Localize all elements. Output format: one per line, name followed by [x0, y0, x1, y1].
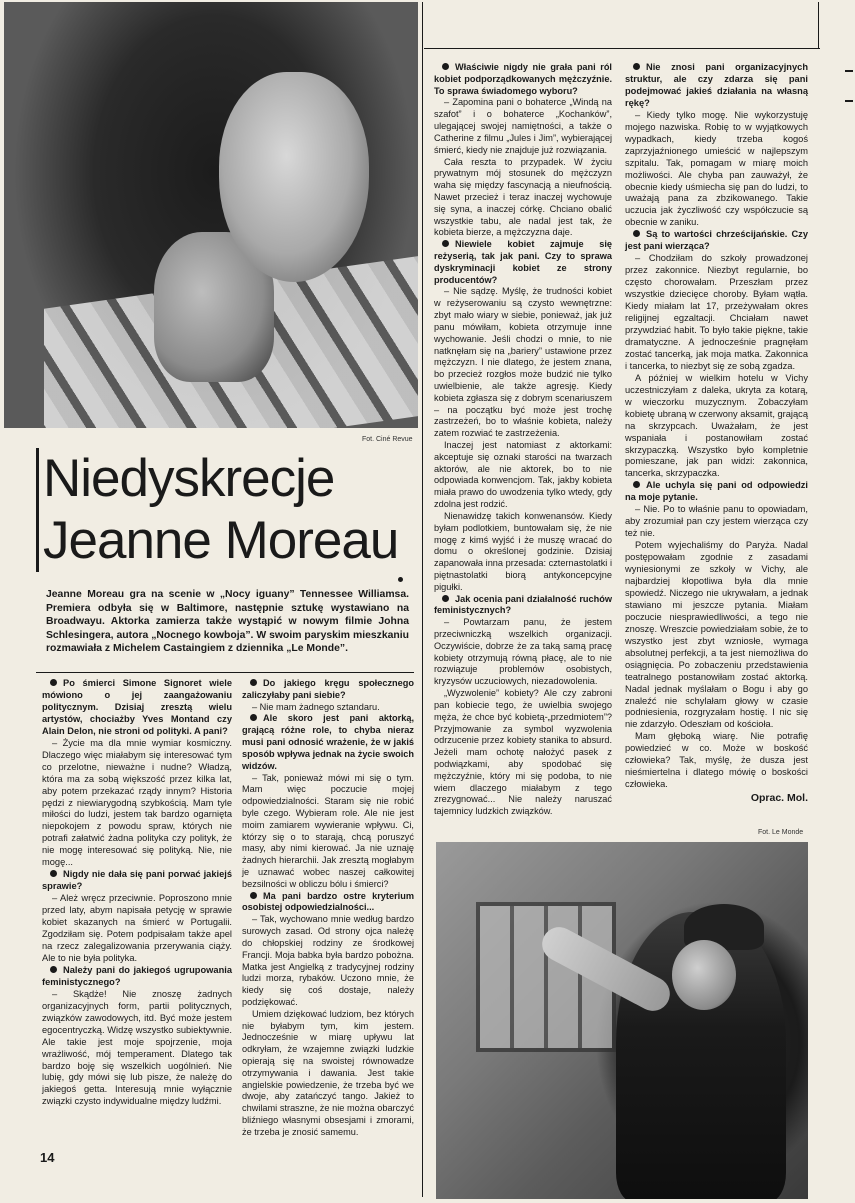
interview-question: [434, 594, 612, 618]
article-column-2: [242, 678, 414, 1139]
interview-answer: Potem wyjechaliśmy do Paryża. Nadal postępowałam zgodnie z zasadami wyniesionymi ze szkoły w Vichy, ale najbardziej kłopotliwa była dla mnie spowiedź. Niczego nie ukrywałam, a jednak stawiano mi jeszcze pytania. Miałam poczucie niesprawiedliwości, a tego nie znoszę. Wreszcie powiedziałam sobie, że to wszystko jest zbyt wzniosłe, wymaga absolutnej perfekcji, a ta jest niemożliwa do osiągnięcia. Po zobaczeniu przedstawienia teatralnego postanowiłam zostać aktorką. Nadal jednak myślałam o Bogu i aby go znaleźć nie schylałam głowy w czasie podniesienia, rozgryzałam hostię. I nic się nie zdarzyło. Odeszłam od kościoła.: [625, 540, 808, 730]
question-bullet-icon: [250, 679, 257, 686]
interview-answer: – Nie sądzę. Myślę, że trudności kobiet w reżyserowaniu są czysto wewnętrzne: zbyt mało wiary w siebie, ponieważ, jak już panu mówiłam, kobieta otrzymuje inne wychowanie. Jeśli chodzi o mnie, to nie natknęłam się na „bariery” ustawione przez mężczyzn. I nie dlatego, że jestem znana, bo przecież rozgłos może budzić nie tylko uwielbienie, ale także agresję. Kiedy kobieta zgłasza się z dobrym scenariuszem – na początku być może jest trochę zastrzeżeń, bo to właśnie kobieta, należy zatem rozwiać te zastrzeżenia.: [434, 286, 612, 439]
interview-answer: – Tak, wychowano mnie według bardzo surowych zasad. Od strony ojca należę do chłopskiej rodziny ze środkowej Francji. Moja babka była bardzo pobożna. Matka jest Angielką z tradycyjnej rodziny ludzi morza, rybaków. Uczono mnie, że kiedy się coś dostaje, należy podziękować.: [242, 914, 414, 1007]
question-bullet-icon: [633, 230, 640, 237]
interview-answer: – Kiedy tylko mogę. Nie wykorzystuję mojego nazwiska. Robię to w wyjątkowych wypadkach, kiedy trzeba kogoś zaprzyjaźnionego umieścić w najlepszym szpitalu. Tak, pomagam w miarę moich możliwości. Ale chyba pan zauważył, że obecnie kiedy uśmiecha się pan do ludzi, to uważają pana za zbzikowanego. Takie uczucia jak życzliwość czy współczucie są obecnie w zaniku.: [625, 109, 808, 228]
interview-question: [42, 678, 232, 738]
portrait-photo: [4, 2, 418, 428]
byline: Oprac. Mol.: [750, 792, 808, 805]
interview-question: [625, 229, 808, 253]
question-text: Nigdy nie dała się pani porwać jakiejś sprawie?: [42, 869, 232, 892]
question-text: Po śmierci Simone Signoret wiele mówiono o jej zaangażowaniu politycznym. Dzisiaj zresztą wielu artystów, chociażby Yves Montand czy Alain Delon, nie stroni od polityki. A pani?: [42, 678, 232, 736]
article-column-3: [434, 62, 612, 818]
stage-photo: [436, 842, 808, 1199]
edge-mark-2: [845, 100, 853, 102]
interview-question: [42, 869, 232, 893]
question-text: Należy pani do jakiegoś ugrupowania feministycznego?: [42, 964, 232, 987]
photo-credit-1: Fot. Ciné Revue: [362, 436, 413, 443]
question-bullet-icon: [250, 714, 257, 721]
question-text: Właściwie nigdy nie grała pani ról kobiet podporządkowanych mężczyźnie. To sprawa świadomego wyboru?: [434, 62, 612, 96]
question-bullet-icon: [442, 63, 449, 70]
interview-answer: Nienawidzę takich konwenansów. Kiedy byłam podlotkiem, buntowałam się, że nie mogę z kimś wyjść i że muszę wracać do domu o określonej godzinie. Dzisiaj zapanowała inna przesada: czternastolatki i piętnastolatki biorą antykoncepcyjne pigułki.: [434, 510, 612, 592]
question-bullet-icon: [50, 679, 57, 686]
interview-question: [625, 62, 808, 110]
question-bullet-icon: [50, 870, 57, 877]
photo-credit-2: Fot. Le Monde: [758, 829, 804, 836]
question-text: Ale uchyla się pani od odpowiedzi na moje pytanie.: [625, 480, 808, 503]
interview-answer: – Chodziłam do szkoły prowadzonej przez zakonnice. Niezbyt regularnie, bo często chorowałam. Przeszłam przez wszystkie dziecięce choroby. Byłam wątła. Kiedy miałam lat 17, przeżywałam okres religijnej egzaltacji. Chciałam nawet przywdziać habit. To było takie piękne, takie dramatyczne. A jednocześnie pragnęłam zostać tancerką, jak moja matka. Zakonnica i tancerka, to niezbyt się ze sobą zgadza.: [625, 253, 808, 371]
question-bullet-icon: [442, 595, 449, 602]
interview-question: [242, 891, 414, 915]
question-text: Nie znosi pani organizacyjnych struktur, ale czy zdarza się pani podejmować jakieś działania na własną rękę?: [625, 62, 808, 108]
interview-question: [42, 965, 232, 989]
question-bullet-icon: [633, 63, 640, 70]
question-text: Ale skoro jest pani aktorką, grającą różne role, to chyba nieraz musi pani odnosić wrażenie, że w jakiś sposób wpływa jednak na życie swoich widzów.: [242, 713, 414, 771]
interview-answer: – Zapomina pani o bohaterce „Windą na szafot” i o bohaterce „Kochanków”, ulegającej swojej namiętności, a także o Catherine z filmu „Jules i Jim”, wybierającej śmierć, kiedy nie znajduje już rozwiązania.: [434, 97, 612, 155]
question-bullet-icon: [633, 481, 640, 488]
interview-answer: „Wyzwolenie” kobiety? Ale czy zabroni pan kobiecie tego, że uwielbia swojego męża, że chce być kobietą-„przedmiotem”? Przyjmowanie za symbol wyzwolenia odrzucenie przez kobiety stanika to absurd. Jeżeli mam ochotę nałożyć pasek z podwiązkami, aby spodobać się mężczyźnie, który mi się podoba, to nie wiem dlaczego miałabym z tego zrezygnować... Nie należy naruszać tajemnicy ludzkich związków.: [434, 688, 612, 817]
interview-answer: – Tak, ponieważ mówi mi się o tym. Mam więc poczucie mojej odpowiedzialności. Staram się nie robić byle czego. Wybieram role. Ale nie jest moim zamiarem wywieranie wpływu. Ci, którzy się o to starają, chcą poruszyć masy, aby nimi kierować. Ja nie uznaję żadnych hierarchii. Jak zresztą mogłabym je uznawać wobec naszej całkowitej bezsilności w obliczu bólu i śmierci?: [242, 772, 414, 889]
interview-answer: Inaczej jest natomiast z aktorkami: akceptuje się oznaki starości na twarzach aktorów, ale nie aktorek, bo to nie odpowiada konwencjom. Tak, jakby kobieta miała prawo do uwodzenia tylko wtedy, gdy zdolna jest rodzić.: [434, 440, 612, 510]
interview-answer: A później w wielkim hotelu w Vichy uczestniczyłam z daleka, ukryta za kotarą, w wieczorku muzycznym. Zobaczyłam kobietę ubraną w czerwony aksamit, grającą na skrzypcach. Uważałam, że jest wspaniała i postanowiłam zostać skrzypaczką. Wszystko było kompletnie pomieszane, jak pan widzi: zakonnica, tancerka, skrzypaczka.: [625, 372, 808, 479]
article-column-1: [42, 678, 232, 1108]
question-text: Ma pani bardzo ostre kryterium osobistej odpowiedzialności...: [242, 890, 414, 913]
headline-line-1: Niedyskrecje: [43, 449, 335, 508]
interview-question: [242, 678, 414, 702]
interview-answer: – Skądże! Nie znoszę żadnych organizacyjnych form, partii politycznych, związków zawodowych, itd. Być może jestem egocentryczką. Widzę wszystko subiektywnie. Ale takie jest moje spojrzenie, moja wrażliwość, mój temperament. Dlatego tak bardzo boję się wszelkich uogólnień. Nie lubię, gdy mówi się lub pisze, że należę do jakiegoś getta. Interesują mnie wyłącznie związki czysto indywidualne między ludźmi.: [42, 988, 232, 1107]
interview-question: [434, 62, 612, 97]
article-column-4: [625, 62, 808, 805]
page-number: 14: [40, 1150, 55, 1165]
question-text: Jak ocenia pani działalność ruchów feministycznych?: [434, 593, 612, 616]
headline-dot: [398, 577, 403, 582]
interview-answer: – Powtarzam panu, że jestem przeciwniczką wszelkich organizacji. Oczywiście, dobrze że za taką samą pracę kobiety otrzymują równą płacę, ale to nie rozwiązuje problemów osobistych, kryzysów uczuciowych, niezadowolenia.: [434, 617, 612, 687]
question-text: Są to wartości chrześcijańskie. Czy jest pani wierząca?: [625, 229, 808, 252]
edge-mark-1: [845, 70, 853, 72]
interview-question: [242, 713, 414, 772]
question-bullet-icon: [50, 966, 57, 973]
top-right-rule: [818, 2, 819, 48]
question-bullet-icon: [250, 892, 257, 899]
photo-face: [219, 72, 369, 282]
interview-answer: Mam głęboką wiarę. Nie potrafię powiedzieć w co. Może w boskość człowieka? Tak, myślę, że dusza jest nieśmiertelna i dlatego mówię o boskości człowieka.: [625, 731, 808, 790]
interview-question: [434, 239, 612, 286]
top-rule: [424, 48, 820, 49]
headline-block: [36, 448, 411, 572]
column-divider: [422, 2, 423, 1197]
lead-paragraph: Jeanne Moreau gra na scenie w „Nocy iguany” Tennessee Williamsa. Premiera odbyła się w Baltimore, następnie sztukę wystawiano na Broadwayu. Aktorka zamierza także wystąpić w nowym filmie Johna Schlesingera, autora „Nocnego kowboja”. W swoim paryskim mieszkaniu rozmawiała z Michelem Castaingiem z dziennika „Le Monde”.: [46, 589, 409, 655]
interview-answer: Cała reszta to przypadek. W życiu prywatnym mój stosunek do mężczyzn waha się między fascynacją a nieufnością. Nawet przecież i teraz inaczej wychowuje się syna, a inaczej córkę. Chciano obalić wszystkie tabu, ale nadal jest tak, że kobieta bierze, a mężczyzna daje.: [434, 156, 612, 238]
interview-answer: Umiem dziękować ludziom, bez których nie byłabym tym, kim jestem. Jednocześnie w miarę upływu lat odkryłam, że wzajemne związki ludzkie opierają się na swoistej równowadze otrzymywania i dawania. Jest takie angielskie powiedzenie, że trzeba być we dwoje, aby zatańczyć tango. Jakież to chwilami straszne, że nie można obarczyć bliźniego własnymi obsesjami i zmorami, że trzeba je znosić samemu.: [242, 1008, 414, 1137]
interview-answer: – Życie ma dla mnie wymiar kosmiczny. Dlaczego więc miałabym się interesować tym co przelotne, nieważne i nudne? Władzą, która ma za sobą większość przez kilka lat, aby potem przekazać rządy innym? Historia pędzi z niewiarygodną szybkością. Mam tyle miłości do ludzi, jestem tak bardzo ogarnięta niepokojem z powodu spraw, których nie potrafi załatwić żadna polityka czy polityk, że nie mogę interesować się polityką. Nie, nie mogę...: [42, 737, 232, 868]
interview-answer: – Ależ wręcz przeciwnie. Poproszono mnie przed laty, abym napisała petycję w sprawie kobiet skazanych na śmierć w Portugalii. Zgodziłam się. Potem podpisałam także apel na rzecz zalegalizowania przerywania ciąży. Ale to nie była polityka.: [42, 893, 232, 963]
headline-line-2: Jeanne Moreau: [43, 511, 399, 570]
question-bullet-icon: [442, 240, 449, 247]
interview-question: [625, 480, 808, 504]
lead-rule: [36, 672, 414, 673]
photo-face-2: [672, 940, 736, 1010]
question-text: Do jakiego kręgu społecznego zaliczyłaby pani siebie?: [242, 678, 414, 700]
interview-answer: – Nie. Po to właśnie panu to opowiadam, aby zrozumiał pan czy jestem wierząca czy też nie.: [625, 504, 808, 539]
interview-answer: – Nie mam żadnego sztandaru.: [252, 701, 380, 712]
question-text: Niewiele kobiet zajmuje się reżyserią, tak jak pani. Czy to sprawa dyskryminacji kobiet ze strony producentów?: [434, 239, 612, 285]
